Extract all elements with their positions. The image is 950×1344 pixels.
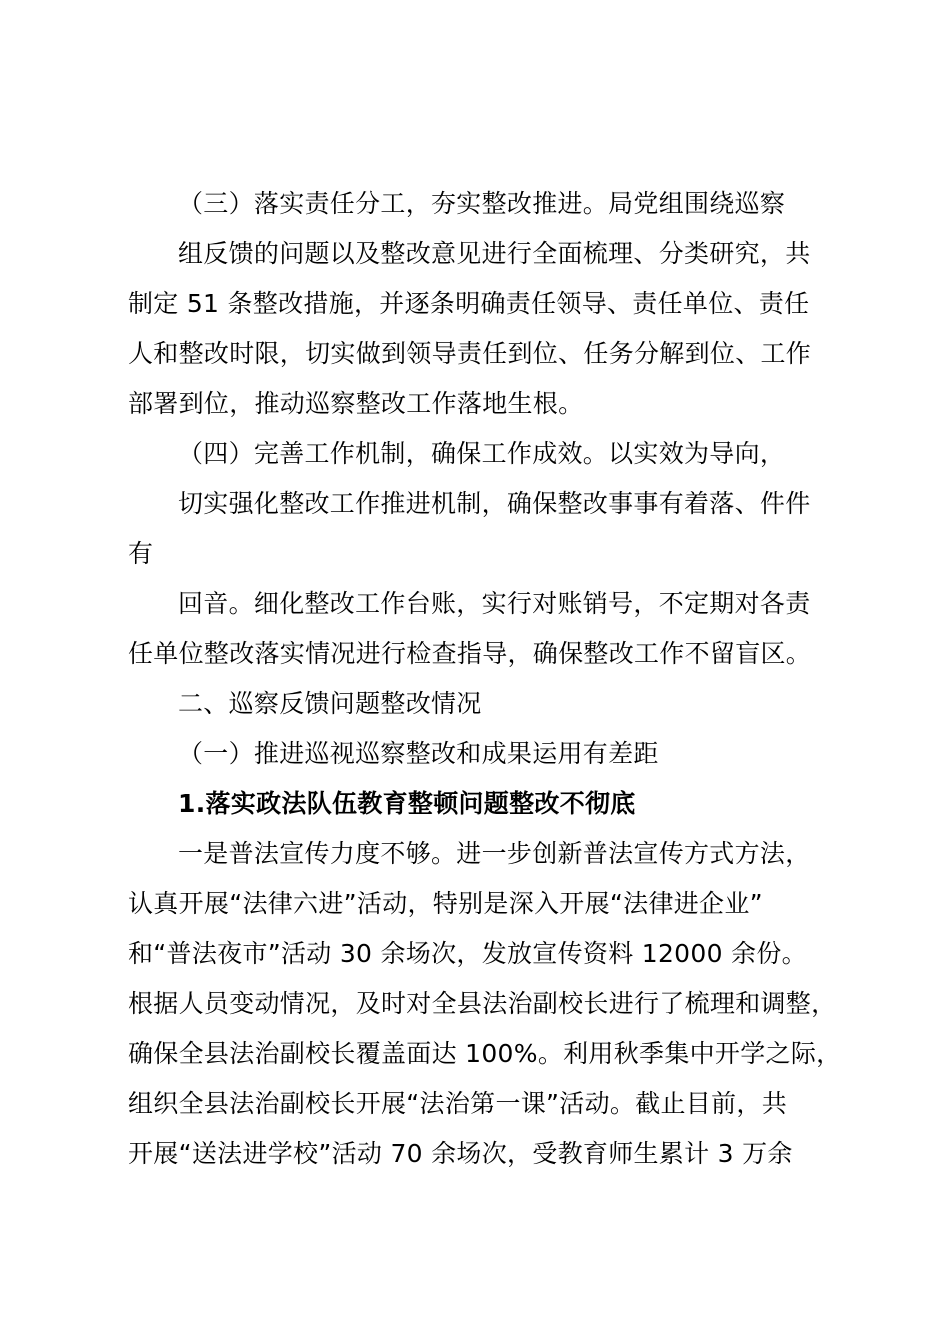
paragraph-5-line-3: 和“普法夜市”活动 30 余场次，发放宣传资料 12000 余份。	[128, 939, 807, 968]
paragraph-4-line-4: 回音。细化整改工作台账，实行对账销号，不定期对各责	[178, 589, 811, 618]
paragraph-4-line-1: （四）完善工作机制，确保工作成效。以实效为导向，	[178, 439, 786, 468]
paragraph-3-line-2: 组反馈的问题以及整改意见进行全面梳理、分类研究，共	[178, 239, 811, 268]
paragraph-5-line-6: 组织全县法治副校长开展“法治第一课”活动。截止目前，共	[128, 1089, 788, 1118]
section-heading-2: 二、巡察反馈问题整改情况	[178, 689, 482, 718]
paragraph-5-line-4: 根据人员变动情况，及时对全县法治副校长进行了梳理和调整，	[128, 989, 837, 1018]
paragraph-5-line-2: 认真开展“法律六进”活动，特别是深入开展“法律进企业”	[128, 889, 763, 918]
paragraph-3-line-3: 制定 51 条整改措施，并逐条明确责任领导、责任单位、责任	[128, 289, 810, 318]
paragraph-5-line-1: 一是普法宣传力度不够。进一步创新普法宣传方式方法，	[178, 839, 811, 868]
paragraph-3-line-1: （三）落实责任分工，夯实整改推进。局党组围绕巡察	[178, 189, 786, 218]
paragraph-4-line-2: 切实强化整改工作推进机制，确保整改事事有着落、件件	[178, 489, 811, 518]
paragraph-3-line-4: 人和整改时限，切实做到领导责任到位、任务分解到位、工作	[128, 339, 812, 368]
paragraph-5-line-7: 开展“送法进学校”活动 70 余场次，受教育师生累计 3 万余	[128, 1139, 793, 1168]
subsection-heading-1: （一）推进巡视巡察整改和成果运用有差距	[178, 739, 659, 768]
paragraph-3-line-5: 部署到位，推动巡察整改工作落地生根。	[128, 389, 584, 418]
paragraph-5-line-5: 确保全县法治副校长覆盖面达 100%。利用秋季集中开学之际，	[128, 1039, 842, 1068]
paragraph-4-line-3: 有	[128, 539, 154, 568]
item-heading-1: 1.落实政法队伍教育整顿问题整改不彻底	[178, 789, 636, 818]
paragraph-4-line-5: 任单位整改落实情况进行检查指导，确保整改工作不留盲区。	[128, 639, 812, 668]
